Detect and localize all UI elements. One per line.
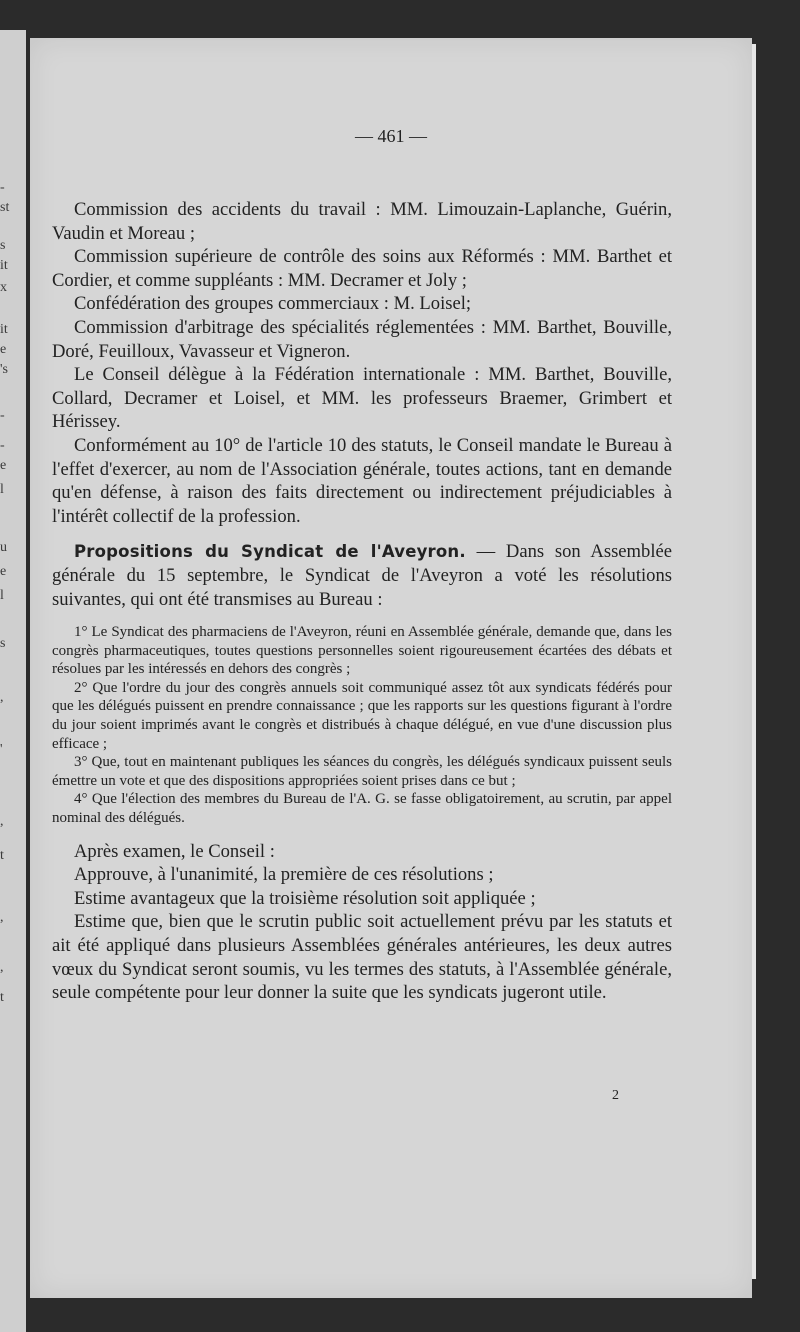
margin-fragment: e xyxy=(0,342,7,357)
section-intro: — Dans son Assemblée générale du 15 septembre, le Syndicat de l'Aveyron a voté les résolutions suivantes, qui ont été transmises au Bureau : xyxy=(52,541,672,610)
paragraph: Commission supérieure de contrôle des soins aux Réformés : MM. Barthet et Cordier, et comme suppléants : MM. Decramer et Joly ; xyxy=(52,246,672,291)
resolution-item: 4° Que l'élection des membres du Bureau de l'A. G. se fasse obligatoirement, au scrutin, par appel nominal des délégués. xyxy=(52,791,672,827)
adjacent-page-edge xyxy=(0,30,26,1332)
resolution-item: 2° Que l'ordre du jour des congrès annuels soit communiqué assez tôt aux syndicats fédérés pour que les délégués puissent en prendre connaissance ; que les rapports sur les questions figurant à l'ordre du jour soient imprimés avant le congrès et distribués à chaque délégué, en vue d'une discussion plus efficace ; xyxy=(52,679,672,752)
section-heading: Propositions du Syndicat de l'Aveyron. xyxy=(74,542,466,562)
margin-fragment: 's xyxy=(0,362,8,377)
margin-fragment: s xyxy=(0,636,6,651)
printer-signature: 2 xyxy=(612,1088,619,1103)
page-edge xyxy=(752,44,756,1279)
document-page xyxy=(30,38,752,1298)
paragraph: Approuve, à l'unanimité, la première de ces résolutions ; xyxy=(74,864,494,886)
paragraph: Commission d'arbitrage des spécialités réglementées : MM. Barthet, Bouville, Doré, Feuilloux, Vavasseur et Vigneron. xyxy=(52,316,672,362)
margin-fragment: , xyxy=(0,690,4,705)
margin-fragment: st xyxy=(0,200,10,215)
page-number: — 461 — xyxy=(355,126,427,146)
margin-fragment: - xyxy=(0,180,5,195)
margin-fragment: it xyxy=(0,258,8,273)
margin-fragment: , xyxy=(0,814,4,829)
margin-fragment: t xyxy=(0,990,4,1005)
paragraph: Estime avantageux que la troisième résolution soit appliquée ; xyxy=(74,887,536,909)
margin-fragment: e xyxy=(0,458,7,473)
council-decision xyxy=(52,840,672,1005)
margin-fragment: - xyxy=(0,438,5,453)
margin-fragment: t xyxy=(0,848,4,863)
margin-fragment: , xyxy=(0,910,4,925)
margin-fragment: l xyxy=(0,588,4,603)
margin-fragment: ' xyxy=(0,742,3,757)
resolution-item: 1° Le Syndicat des pharmaciens de l'Aveyron, réuni en Assemblée générale, demande que, dans les congrès pharmaceutiques, toutes questions personnelles soient rigoureusement écartées des débats et résolues par les intéressés en dehors des congrès ; xyxy=(52,624,672,678)
resolution-item: 3° Que, tout en maintenant publiques les séances du congrès, les délégués syndicaux puissent seuls émettre un vote et que des dispositions appropriées soient prises dans ce but ; xyxy=(52,754,672,789)
aveyron-paragraph xyxy=(52,540,672,611)
margin-fragment: s xyxy=(0,238,6,253)
paragraph: Le Conseil délègue à la Fédération internationale : MM. Barthet, Bouville, Collard, Decramer et Loisel, et MM. les professeurs Braemer, Grimbert et Hérissey. xyxy=(52,364,672,433)
paragraph: Commission des accidents du travail : MM. Limouzain-Laplanche, Guérin, Vaudin et Moreau ; xyxy=(52,199,672,244)
resolutions-list xyxy=(52,623,672,828)
margin-fragment: , xyxy=(0,960,4,975)
margin-fragment: l xyxy=(0,482,4,497)
paragraph: Conformément au 10° de l'article 10 des statuts, le Conseil mandate le Bureau à l'effet d'exercer, au nom de l'Association générale, toutes actions, tant en demande qu'en défense, à raison des faits directement ou indirectement préjudiciables à l'intérêt collectif de la profession. xyxy=(52,434,672,527)
margin-fragment: e xyxy=(0,564,7,579)
margin-fragment: x xyxy=(0,280,7,295)
paragraph: Confédération des groupes commerciaux : M. Loisel; xyxy=(74,293,472,315)
paragraph: Estime que, bien que le scrutin public soit actuellement prévu par les statuts et ait été appliqué dans plusieurs Assemblées générales antérieures, les deux autres vœux du Syndicat seront soumis, vu les termes des statuts, à l'Assemblée générale, seule compétente pour leur donner la suite que les syndicats jugeront utile. xyxy=(52,911,672,1004)
margin-fragment: u xyxy=(0,540,7,555)
margin-fragment: - xyxy=(0,408,5,423)
page-body xyxy=(52,198,672,1005)
margin-fragment: it xyxy=(0,322,8,337)
paragraph: Après examen, le Conseil : xyxy=(74,840,275,862)
